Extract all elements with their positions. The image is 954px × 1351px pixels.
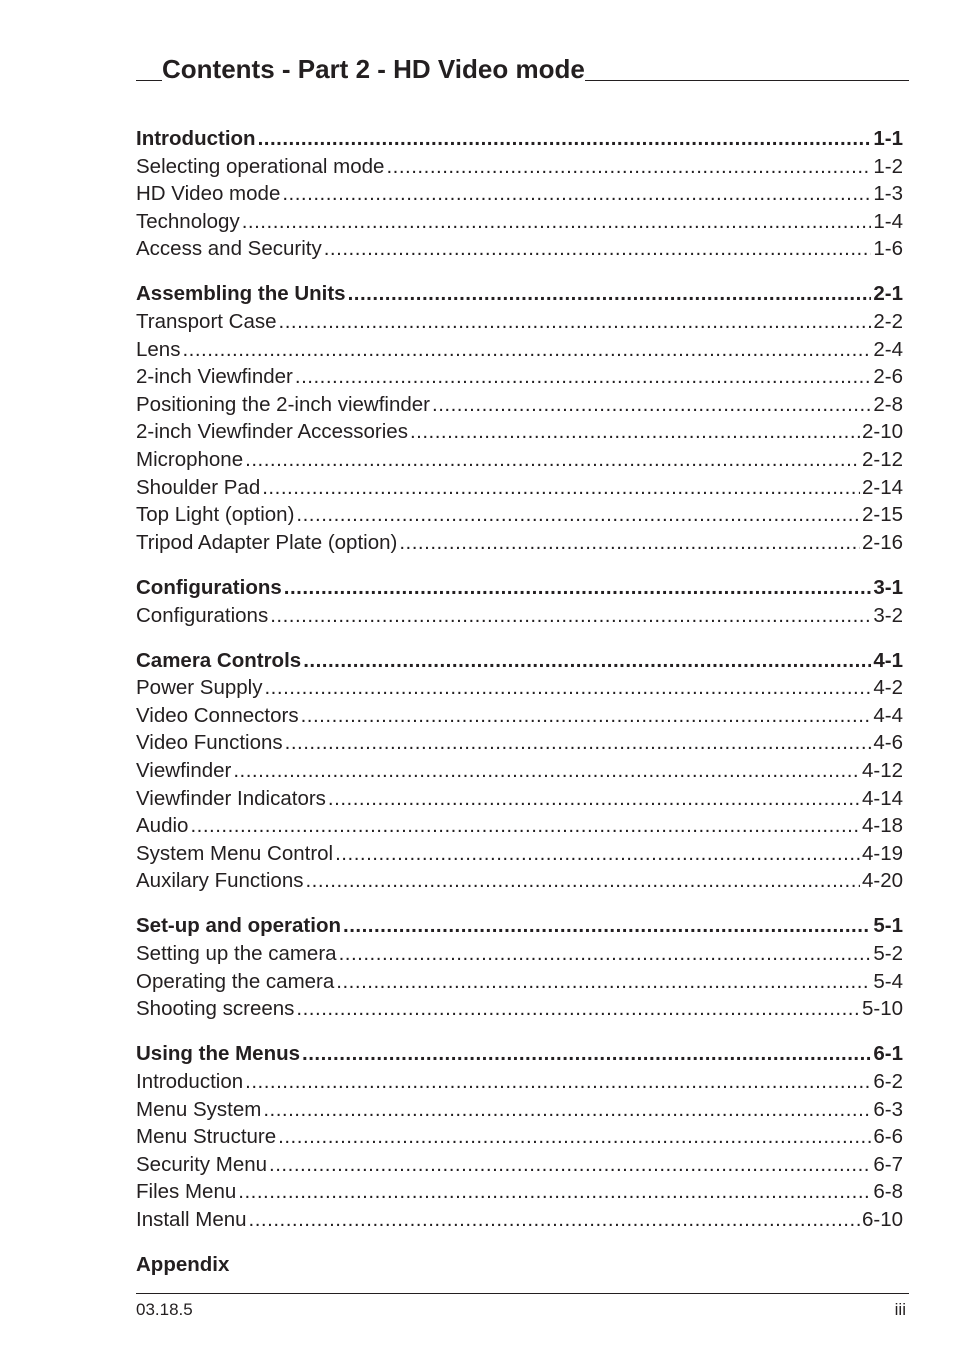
toc-entry[interactable] [136,812,903,840]
toc-entry-label: Introduction [136,1069,244,1093]
toc-entry[interactable] [136,1096,903,1124]
title-leading-rule [136,80,162,81]
toc-dot-leader [303,647,871,675]
toc-entry[interactable] [136,235,903,263]
toc-entry-label: Configurations [136,603,269,627]
title-trailing-rule [585,80,909,81]
toc-dot-leader [258,125,872,153]
toc-dot-leader [285,729,872,757]
toc-entry-label: Set-up and operation [136,914,341,938]
toc-entry[interactable] [136,785,903,813]
toc-entry-label: Introduction [136,127,256,150]
toc-dot-leader [238,1178,871,1206]
toc-entry-label: Positioning the 2-inch viewfinder [136,392,430,416]
toc-entry-label: Viewfinder Indicators [136,786,326,810]
toc-dot-leader [233,757,860,785]
toc-appendix-heading[interactable]: Appendix [136,1252,230,1276]
footer-page-number: iii [894,1300,906,1319]
toc-entry-page-number: 4-12 [861,758,903,782]
toc-entry-page-number: 3-1 [873,575,903,599]
toc-entry[interactable] [136,153,903,181]
toc-entry[interactable] [136,729,903,757]
toc-dot-leader [336,968,871,996]
toc-entry-label: Operating the camera [136,969,335,993]
toc-entry-page-number: 2-6 [873,365,903,389]
toc-entry-label: Access and Security [136,237,322,261]
toc-entry[interactable] [136,336,903,364]
toc-dot-leader [343,912,871,940]
toc-dot-leader [348,280,872,308]
toc-entry-page-number: 4-14 [861,786,903,810]
toc-entry-label: HD Video mode [136,182,281,206]
toc-entry-page-number: 2-10 [861,420,903,444]
toc-entry-page-number: 4-6 [873,731,903,755]
toc-entry-label: System Menu Control [136,841,334,865]
toc-entry-page-number: 4-1 [873,648,903,672]
toc-entry-label: Power Supply [136,676,263,700]
toc-entry-page-number: 6-8 [873,1180,903,1204]
toc-entry-label: Top Light (option) [136,503,295,527]
toc-dot-leader [270,602,871,630]
toc-dot-leader [296,501,860,529]
toc-entry-label: Security Menu [136,1152,268,1176]
toc-dot-leader [245,1068,871,1096]
toc-entry-label: Using the Menus [136,1042,301,1066]
toc-entry[interactable] [136,180,903,208]
toc-dot-leader [410,418,860,446]
toc-entry[interactable] [136,968,903,996]
toc-dot-leader [278,1123,871,1151]
toc-entry-label: Transport Case [136,310,277,334]
toc-dot-leader [242,208,872,236]
toc-dot-leader [262,474,860,502]
toc-entry-page-number: 4-18 [861,814,903,838]
toc-entry-label: 2-inch Viewfinder [136,365,293,389]
toc-entry[interactable] [136,757,903,785]
toc-entry[interactable] [136,840,903,868]
toc-section-heading[interactable] [136,125,903,153]
toc-dot-leader [249,1206,860,1234]
toc-entry-label: Audio [136,814,189,838]
page-title-row [136,52,909,84]
toc-entry-label: Tripod Adapter Plate (option) [136,530,398,554]
toc-section-heading[interactable] [136,1040,903,1068]
footer-document-code: 03.18.5 [136,1300,193,1319]
toc-dot-leader [339,940,872,968]
toc-section [136,125,903,263]
toc-entry-page-number: 2-1 [873,282,903,306]
toc-entry-page-number: 5-1 [873,914,903,938]
toc-entry-page-number: 6-7 [873,1152,903,1176]
toc-entry-page-number: 5-10 [861,997,903,1021]
toc-entry-page-number: 5-4 [873,969,903,993]
toc-section [136,1040,903,1233]
toc-entry-page-number: 2-2 [873,310,903,334]
toc-dot-leader [182,336,871,364]
toc-dot-leader [279,308,872,336]
toc-entry[interactable] [136,446,903,474]
toc-entry[interactable] [136,674,903,702]
toc-entry-label: Auxilary Functions [136,869,304,893]
toc-dot-leader [328,785,860,813]
toc-dot-leader [302,1040,871,1068]
toc-entry[interactable] [136,1151,903,1179]
toc-entry-page-number: 6-1 [873,1042,903,1066]
toc-entry-page-number: 4-20 [861,869,903,893]
toc-entry[interactable] [136,391,903,419]
toc-entry[interactable] [136,1123,903,1151]
toc-entry-page-number: 5-2 [873,942,903,966]
toc-entry[interactable] [136,308,903,336]
toc-entry-label: Install Menu [136,1207,247,1231]
toc-entry-label: Setting up the camera [136,942,337,966]
toc-entry[interactable] [136,363,903,391]
toc-section [136,574,903,629]
toc-entry-label: Configurations [136,575,282,599]
toc-entry-label: Shoulder Pad [136,475,261,499]
toc-entry-page-number: 2-16 [861,530,903,554]
toc-section-heading[interactable] [136,647,903,675]
toc-entry-page-number: 1-1 [873,127,903,150]
table-of-contents [136,125,903,1279]
toc-dot-leader [335,840,860,868]
toc-entry[interactable] [136,208,903,236]
toc-entry-label: Viewfinder [136,758,232,782]
toc-section [136,647,903,895]
toc-dot-leader [295,363,871,391]
toc-entry-page-number: 2-12 [861,448,903,472]
toc-entry-label: Shooting screens [136,997,295,1021]
toc-section-heading[interactable] [136,574,903,602]
toc-section [136,912,903,1022]
toc-dot-leader [301,702,872,730]
toc-dot-leader [432,391,871,419]
toc-section-heading[interactable] [136,280,903,308]
toc-entry-page-number: 4-19 [861,841,903,865]
toc-entry-label: Video Functions [136,731,283,755]
toc-entry[interactable] [136,474,903,502]
toc-entry[interactable] [136,501,903,529]
toc-dot-leader [305,867,859,895]
toc-section [136,280,903,556]
toc-entry-label: 2-inch Viewfinder Accessories [136,420,408,444]
toc-entry-page-number: 1-6 [873,237,903,261]
toc-dot-leader [263,1096,871,1124]
toc-dot-leader [386,153,871,181]
toc-entry-page-number: 6-3 [873,1097,903,1121]
page-title: Contents - Part 2 - HD Video mode [162,54,585,84]
toc-dot-leader [190,812,860,840]
toc-entry-page-number: 1-4 [873,209,903,233]
toc-entry-label: Video Connectors [136,703,299,727]
toc-entry-page-number: 6-6 [873,1125,903,1149]
toc-entry-page-number: 6-2 [873,1069,903,1093]
toc-entry[interactable] [136,940,903,968]
toc-entry[interactable] [136,1206,903,1234]
toc-entry[interactable] [136,995,903,1023]
toc-entry-label: Assembling the Units [136,282,346,306]
toc-entry-page-number: 4-2 [873,676,903,700]
toc-entry-page-number: 3-2 [873,603,903,627]
toc-dot-leader [324,235,872,263]
toc-entry[interactable] [136,602,903,630]
toc-entry-page-number: 6-10 [861,1207,903,1231]
toc-entry-label: Microphone [136,448,244,472]
toc-entry-page-number: 2-15 [861,503,903,527]
footer-divider [136,1293,909,1294]
toc-entry[interactable] [136,529,903,557]
toc-dot-leader [399,529,860,557]
toc-entry-label: Menu Structure [136,1125,277,1149]
toc-entry-page-number: 1-3 [873,182,903,206]
toc-dot-leader [282,180,871,208]
toc-entry[interactable] [136,867,903,895]
toc-entry[interactable] [136,1178,903,1206]
toc-entry[interactable] [136,1068,903,1096]
toc-dot-leader [245,446,860,474]
toc-entry-label: Menu System [136,1097,262,1121]
toc-entry-page-number: 2-14 [861,475,903,499]
toc-entry-label: Lens [136,337,181,361]
toc-entry-page-number: 1-2 [873,154,903,178]
toc-dot-leader [269,1151,871,1179]
toc-entry-label: Selecting operational mode [136,154,385,178]
toc-entry-page-number: 2-4 [873,337,903,361]
toc-entry-label: Technology [136,209,240,233]
toc-entry-page-number: 4-4 [873,703,903,727]
toc-entry-page-number: 2-8 [873,392,903,416]
toc-section-heading[interactable] [136,912,903,940]
toc-entry[interactable] [136,418,903,446]
toc-dot-leader [284,574,872,602]
toc-entry[interactable] [136,702,903,730]
toc-entry-label: Files Menu [136,1180,237,1204]
toc-entry-label: Camera Controls [136,648,302,672]
toc-dot-leader [296,995,860,1023]
toc-dot-leader [264,674,871,702]
